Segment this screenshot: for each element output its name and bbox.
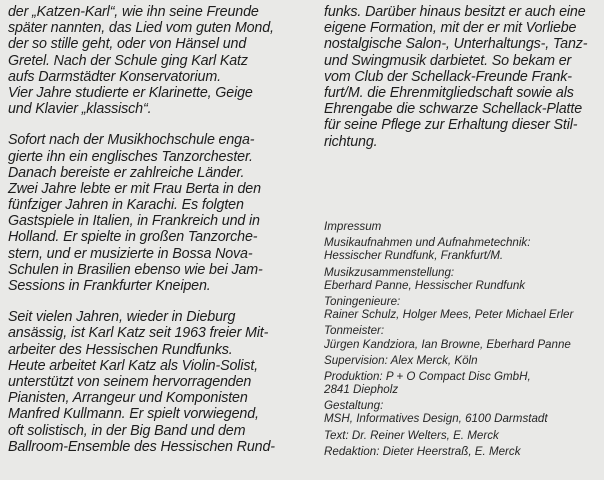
text-line: oft solistisch, in der Big Band und dem (8, 422, 246, 439)
text-line: Pianisten, Arrangeur und Komponisten (8, 390, 248, 407)
impressum-section (324, 220, 604, 458)
text-line: Sofort nach der Musikhochschule enga- (8, 132, 255, 149)
text-line: Seit vielen Jahren, wieder in Dieburg (8, 309, 236, 326)
text-line: der so stille geht, oder von Hänsel und (8, 36, 247, 53)
text-line: nostalgische Salon-, Unterhaltungs-, Tanz- (324, 36, 588, 53)
impressum-editorial (324, 445, 604, 458)
impressum-design (324, 399, 604, 425)
impressum-value: MSH, Informatives Design, 6100 Darmstadt (324, 412, 548, 426)
impressum-value: Hessischer Rundfunk, Frankfurt/M. (324, 249, 504, 263)
impressum-supervision (324, 354, 604, 367)
text-line: eigene Formation, mit der er mit Vorliebe (324, 20, 577, 37)
text-line: Manfred Kullmann. Er spielt vorwiegend, (8, 406, 259, 423)
text-line: Danach bereiste er zahlreiche Länder. (8, 164, 245, 181)
text-line: funks. Darüber hinaus besitzt er auch eine (324, 4, 586, 20)
text-line: vom Club der Schellack-Freunde Frank- (324, 68, 572, 85)
text-line: richtung. (324, 133, 378, 150)
impressum-title: Impressum (324, 220, 382, 233)
impressum-label: Tonmeister: (324, 324, 385, 338)
impressum-value: 2841 Diepholz (324, 383, 399, 397)
paragraph-radio-career (8, 309, 308, 455)
impressum-label: Musikaufnahmen und Aufnahmetechnik: (324, 236, 531, 250)
impressum-text (324, 429, 604, 442)
impressum-recording (324, 236, 604, 262)
text-line: Schulen in Brasilien ebenso wie bei Jam- (8, 261, 263, 278)
text-line: unterstützt von seinem hervorragenden (8, 373, 252, 390)
text-line: fünfziger Jahren in Karachi. Es folgten (8, 197, 244, 214)
impressum-line: Redaktion: Dieter Heerstraß, E. Merck (324, 444, 521, 458)
text-line: später nannten, das Lied vom guten Mond, (8, 20, 274, 37)
impressum-label: Musikzusammenstellung: (324, 265, 455, 279)
paragraph-career-abroad (8, 132, 308, 294)
impressum-label: Gestaltung: (324, 399, 384, 413)
text-line: für seine Pflege zur Erhaltung dieser Stil- (324, 117, 578, 134)
impressum-production (324, 370, 604, 396)
text-line: und Swingmusik darbietet. So bekam er (324, 52, 572, 69)
text-line: Holland. Er spielte in großen Tanzorche- (8, 229, 258, 246)
text-line: arbeiter des Hessischen Rundfunks. (8, 341, 233, 358)
impressum-value: Rainer Schulz, Holger Mees, Peter Michael Erler (324, 308, 574, 322)
impressum-value: Jürgen Kandziora, Ian Browne, Eberhard Panne (324, 337, 571, 351)
text-line: Gastspiele in Italien, in Frankreich und in (8, 213, 260, 230)
text-line: furt/M. die Ehrenmitgliedschaft sowie als (324, 84, 574, 101)
left-text-column (8, 4, 308, 455)
text-line: Vier Jahre studierte er Klarinette, Geige (8, 84, 253, 101)
text-line: Heute arbeitet Karl Katz als Violin-Solist, (8, 357, 258, 374)
impressum-tonmeister (324, 324, 604, 350)
text-line: Zwei Jahre lebte er mit Frau Berta in den (8, 180, 261, 197)
text-line: Ballroom-Ensemble des Hessischen Rund- (8, 438, 275, 455)
impressum-label: Toningenieure: (324, 294, 401, 308)
right-text-column (324, 4, 596, 458)
text-line: Gretel. Nach der Schule ging Karl Katz (8, 52, 248, 69)
text-line: aufs Darmstädter Konservatorium. (8, 68, 221, 85)
impressum-sound-engineers (324, 295, 604, 321)
impressum-line: Supervision: Alex Merck, Köln (324, 353, 478, 367)
impressum-value: Eberhard Panne, Hessischer Rundfunk (324, 278, 526, 292)
impressum-label: Produktion: P + O Compact Disc GmbH, (324, 369, 531, 383)
text-line: gierte ihn ein englisches Tanzorchester. (8, 148, 253, 165)
text-line: Ehrengabe die schwarze Schellack-Platte (324, 101, 582, 118)
text-line: der „Katzen-Karl“, wie ihn seine Freunde (8, 4, 259, 20)
text-line: Sessions in Frankfurter Kneipen. (8, 278, 211, 294)
impressum-compilation (324, 266, 604, 292)
impressum-line: Text: Dr. Reiner Welters, E. Merck (324, 428, 499, 442)
text-line: stern, und er musizierte in Bossa Nova- (8, 245, 253, 262)
text-line: ansässig, ist Karl Katz seit 1963 freier Mit- (8, 325, 269, 342)
text-line: und Klavier „klassisch“. (8, 101, 152, 118)
paragraph-karl-katz-intro (8, 4, 308, 117)
paragraph-own-formation (324, 4, 596, 150)
